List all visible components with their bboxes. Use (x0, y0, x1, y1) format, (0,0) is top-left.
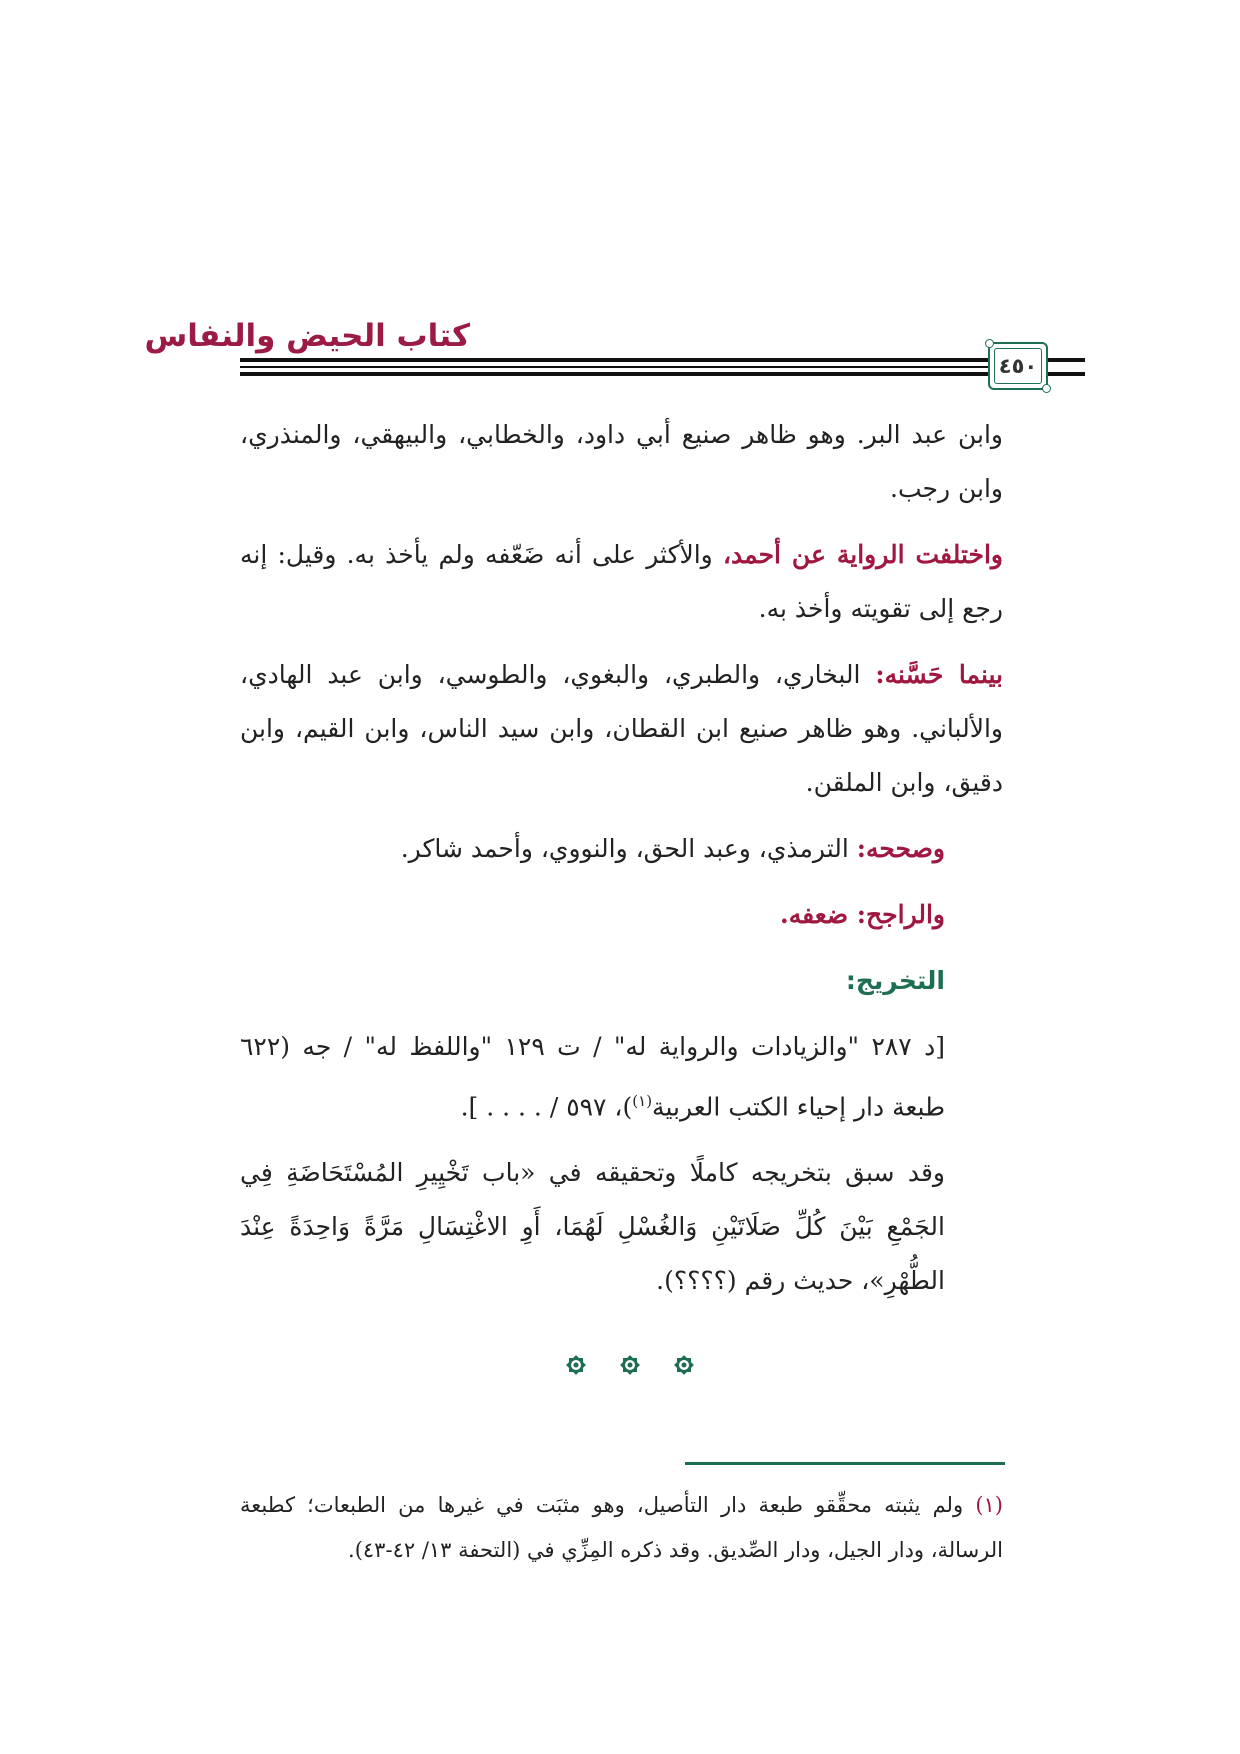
chapter-title: كتاب الحيض والنفاس (144, 318, 470, 354)
header-rule (240, 372, 1017, 376)
page-number-badge (988, 342, 1048, 390)
flower-ornament-icon (560, 1349, 592, 1381)
section-divider (560, 1345, 700, 1385)
footnote-ref[interactable]: (١) (632, 1092, 653, 1110)
header-rule (1043, 358, 1085, 362)
flower-ornament-icon (668, 1349, 700, 1381)
paragraph-4: وصححه: الترمذي، وعبد الحق، والنووي، وأحمد شاكر. (400, 834, 945, 863)
footnote-text: ولم يثبته محقِّقو طبعة دار التأصيل، وهو مثبَت في غيرها من الطبعات؛ كطبعة الرسالة، ودار الجيل، ودار الصِّديق. وقد ذكره المِزِّي في (التحفة ١٣/ ٤٢-٤٣). (240, 1493, 1003, 1562)
paragraph-3: بينما حَسَّنه: البخاري، والطبري، والبغوي، والطوسي، وابن عبد الهادي، والألباني. وهو ظاهر صنيع ابن القطان، وابن سيد الناس، وابن القيم، وابن دقيق، وابن الملقن. (240, 660, 1003, 797)
paragraph-2: واختلفت الرواية عن أحمد، والأكثر على أنه ضَعّفه ولم يأخذ به. وقيل: إنه رجع إلى تقويته وأخذ به. (240, 540, 1003, 623)
highlight-label: واختلفت الرواية عن أحمد، (722, 540, 1003, 569)
highlight-label: والراجح: (856, 900, 945, 929)
flower-ornament-icon (614, 1349, 646, 1381)
page-number: ٤٥٠ (994, 348, 1042, 384)
paragraph-6: [د ٢٨٧ "والزيادات والرواية له" / ت ١٢٩ "واللفظ له" / جه (٦٢٢ طبعة دار إحياء الكتب العربية$^{(١)}$)، ٥٩٧ / . . . . ]. (240, 1032, 945, 1122)
footnote-rule (685, 1462, 1005, 1465)
footnote-number: (١) (975, 1493, 1003, 1517)
paragraph-5: والراجح: ضعفه. (780, 900, 945, 929)
footnote (240, 1483, 1003, 1573)
header-rule (1043, 372, 1085, 376)
paragraph-7: وقد سبق بتخريجه كاملًا وتحقيقه في «باب تَخْيِيرِ المُسْتَحَاضَةِ فِي الجَمْعِ بَيْنَ كُلِّ صَلَاتَيْنِ وَالغُسْلِ لَهُمَا، أَوِ الاغْتِسَالِ مَرَّةً وَاحِدَةً عِنْدَ الطُّهْرِ»، حديث رقم (؟؟؟؟). (240, 1158, 945, 1296)
takhrij-heading: التخريج: (845, 966, 945, 995)
main-text (240, 408, 1003, 1320)
highlight-label: بينما حَسَّنه: (875, 660, 1003, 689)
header-rule (240, 366, 1017, 368)
header-rule (240, 358, 1017, 362)
highlight-label: وصححه: (856, 834, 945, 863)
paragraph-1: وابن عبد البر. وهو ظاهر صنيع أبي داود، والخطابي، والبيهقي، والمنذري، وابن رجب. (240, 420, 1003, 503)
